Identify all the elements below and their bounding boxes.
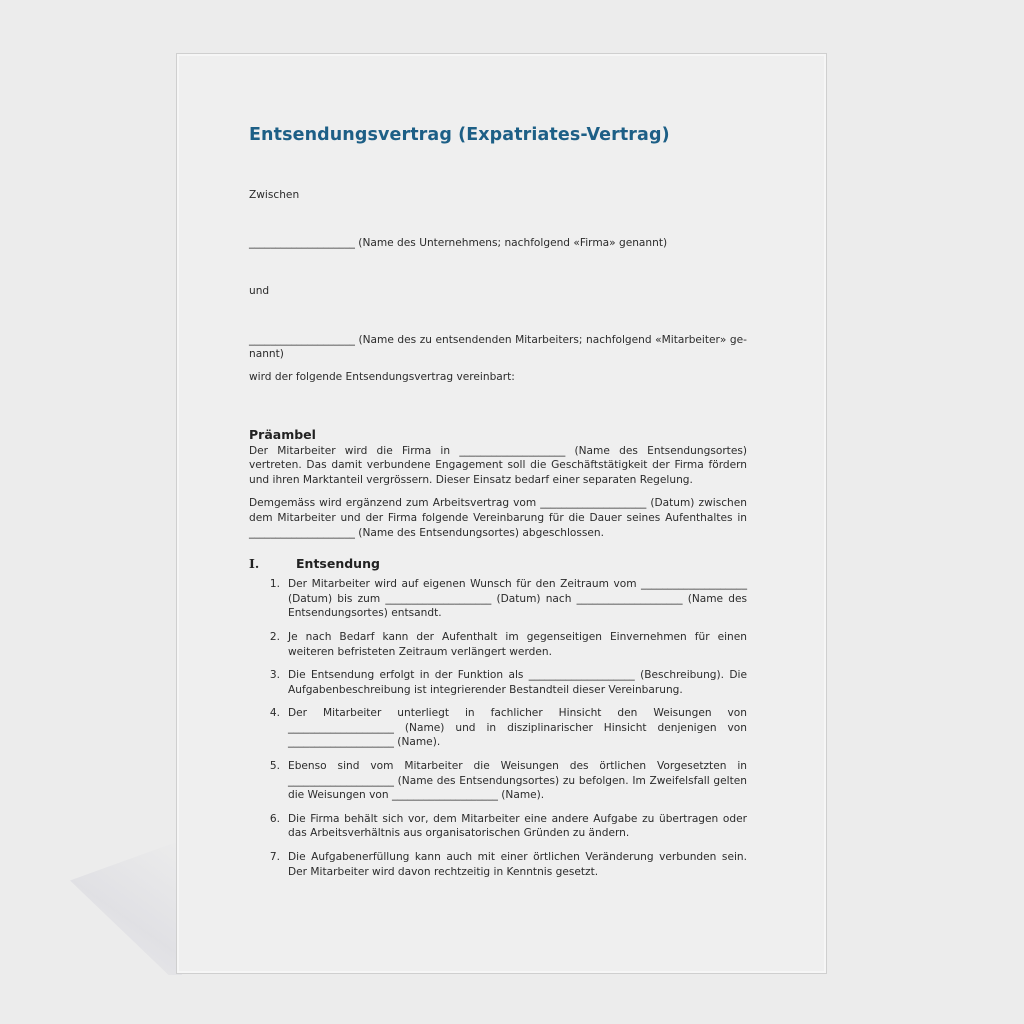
- section-1-heading: [249, 556, 747, 572]
- item-text: Je nach Bedarf kann der Aufenthalt im gegenseitigen Einvernehmen für einen weiteren befristeten Zeitraum verlängert werden.: [288, 630, 747, 658]
- page-shadow: [70, 840, 182, 975]
- item-text: Der Mitarbeiter unterliegt in fachlicher Hinsicht den Weisungen von ____________________ (Name) und in disziplinarischer Hinsicht denjenigen von ____________________ (Name).: [288, 707, 747, 749]
- document-page: [176, 53, 827, 974]
- item-number: 7.: [269, 851, 280, 864]
- section-number: I.: [249, 556, 260, 572]
- list-item: [249, 577, 747, 621]
- list-item: [249, 706, 747, 750]
- between-label: Zwischen: [249, 189, 300, 201]
- item-number: 5.: [269, 760, 280, 773]
- item-number: 3.: [269, 669, 280, 682]
- preamble-paragraph-2: Demgemäss wird ergänzend zum Arbeitsvertrag vom ____________________ (Datum) zwischen dem Mitarbeiter und der Firma folgende Vereinbarung für die Dauer seines Aufenthaltes in ____________________ (Name des Entsendungsortes) abgeschlossen.: [249, 497, 747, 539]
- section-title: Entsendung: [296, 556, 380, 572]
- list-item: [249, 668, 747, 697]
- agreement-line: wird der folgende Entsendungsvertrag vereinbart:: [249, 370, 515, 383]
- document-title: Entsendungsvertrag (Expatriates-Vertrag): [249, 125, 670, 145]
- item-text: Der Mitarbeiter wird auf eigenen Wunsch für den Zeitraum vom ____________________ (Datum) bis zum ____________________ (Datum) nach ____________________ (Name des Entsendungsortes) entsandt.: [288, 578, 747, 620]
- preamble-heading: Präambel: [249, 426, 316, 442]
- party-employee: ____________________ (Name des zu entsendenden Mitarbeiters; nachfolgend «Mitarbeiter» genannt): [249, 333, 747, 361]
- list-item: [249, 630, 747, 659]
- list-item: [249, 850, 747, 879]
- item-number: 6.: [269, 812, 280, 825]
- party-company: ____________________ (Name des Unternehmens; nachfolgend «Firma» genannt): [249, 236, 668, 249]
- item-text: Die Firma behält sich vor, dem Mitarbeiter eine andere Aufgabe zu übertragen oder das Arbeitsverhältnis aus organisatorischen Gründen zu ändern.: [288, 812, 747, 840]
- and-label: und: [249, 285, 270, 298]
- preamble-paragraph-1: Der Mitarbeiter wird die Firma in ____________________ (Name des Entsendungsortes) vertreten. Das damit verbundene Engagement soll die Geschäftstätigkeit der Firma fördern und ihren Marktanteil vergrössern. Dieser Einsatz bedarf einer separaten Regelung.: [249, 444, 747, 486]
- item-number: 1.: [269, 578, 280, 591]
- list-item: [249, 759, 747, 803]
- document-content: [249, 124, 747, 888]
- item-number: 4.: [269, 707, 280, 720]
- list-item: [249, 812, 747, 841]
- item-number: 2.: [269, 630, 280, 643]
- item-text: Die Aufgabenerfüllung kann auch mit einer örtlichen Veränderung verbunden sein. Der Mitarbeiter wird davon rechtzeitig in Kenntnis gesetzt.: [288, 851, 747, 878]
- section-1-list: [249, 577, 747, 879]
- item-text: Ebenso sind vom Mitarbeiter die Weisungen des örtlichen Vorgesetzten in ____________________ (Name des Entsendungsortes) zu befolgen. Im Zweifelsfall gelten die Weisungen von ____________________ (Name).: [288, 760, 747, 802]
- item-text: Die Entsendung erfolgt in der Funktion als ____________________ (Beschreibung). Die Aufgabenbeschreibung ist integrierender Bestandteil dieser Vereinbarung.: [288, 669, 747, 696]
